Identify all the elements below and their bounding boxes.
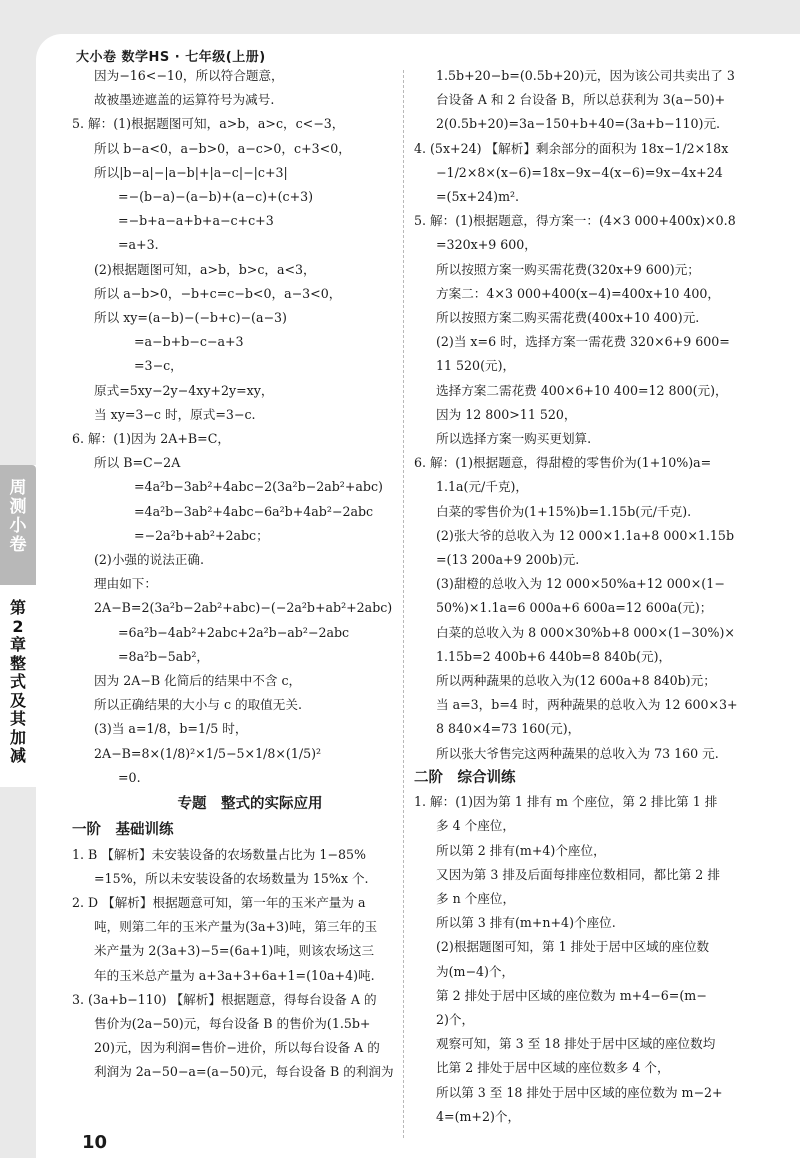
text-line: 所以两种蔬果的总收入为(12 600a+8 840b)元； xyxy=(436,673,716,689)
answer-3: 3. (3a+b−110) 【解析】根据题意，得每台设备 A 的 xyxy=(72,991,377,1007)
text-line: 8 840×4=73 160(元)， xyxy=(436,721,581,737)
text-line: =15%，所以未安装设备的农场数量为 15%x 个. xyxy=(94,870,369,886)
equation-line: =3−c， xyxy=(134,358,183,374)
text-line: 1.1a(元/千克)， xyxy=(436,479,528,495)
text-line: 第 2 排处于居中区域的座位数为 m+4−6=(m− xyxy=(436,987,707,1003)
text-line: (2)小强的说法正确. xyxy=(94,552,204,568)
text-line: 2)个， xyxy=(436,1011,475,1027)
text-line: 白菜的零售价为(1+15%)b=1.15b(元/千克). xyxy=(436,503,692,519)
equation-line: −1/2×8×(x−6)=18x−9x−4(x−6)=9x−4x+24 xyxy=(436,164,723,180)
equation-line: =a+3. xyxy=(118,237,159,253)
text-line: (3)甜橙的总收入为 12 000×50%a+12 000×(1− xyxy=(436,576,725,592)
text-line: 当 xy=3−c 时，原式=3−c. xyxy=(94,406,256,422)
text-line: 选择方案二需花费 400×6+10 400=12 800(元)， xyxy=(436,382,728,398)
right-column xyxy=(414,64,774,1129)
text-line: =320x+9 600， xyxy=(436,237,537,253)
text-line: (2)根据题图可知，a>b，b>c，a<3， xyxy=(94,261,316,277)
text-line: 所以按照方案二购买需花费(400x+10 400)元. xyxy=(436,310,700,326)
text-line: 因为 12 800>11 520， xyxy=(436,406,577,422)
equation-line: =−(b−a)−(a−b)+(a−c)+(c+3) xyxy=(118,189,314,205)
text-line: 2(0.5b+20)=3a−150+b+40=(3a+b−110)元. xyxy=(436,116,721,132)
text-line: 理由如下： xyxy=(94,576,157,592)
text-line: 吨，则第二年的玉米产量为(3a+3)吨，第三年的玉 xyxy=(94,919,378,935)
text-line: 所以正确结果的大小与 c 的取值无关. xyxy=(94,697,302,713)
text-line: 售价为(2a−50)元，每台设备 B 的售价为(1.5b+ xyxy=(94,1015,371,1031)
text-line: 1.5b+20−b=(0.5b+20)元，因为该公司共卖出了 3 xyxy=(436,68,735,83)
text-line: =(13 200a+9 200b)元. xyxy=(436,552,580,568)
text-line: 故被墨迹遮盖的运算符号为减号. xyxy=(94,92,275,108)
text-line: 原式=5xy−2y−4xy+2y=xy， xyxy=(94,382,274,398)
text-line: (2)当 x=6 时，选择方案一需花费 320×6+9 600= xyxy=(436,334,730,350)
side-tab-chapter: 第2章 整式及其加减 xyxy=(9,598,26,765)
text-line: (2)根据题图可知，第 1 排处于居中区域的座位数 xyxy=(436,939,710,955)
text-line: 所以第 2 排有(m+4)个座位， xyxy=(436,842,606,858)
running-header: 大小卷 数学HS · 七年级(上册) xyxy=(76,50,266,65)
text-line: 年的玉米总产量为 a+3a+3+6a+1=(10a+4)吨. xyxy=(94,967,375,983)
text-line: 比第 2 排处于居中区域的座位数多 4 个， xyxy=(436,1060,670,1076)
equation-line: =0. xyxy=(118,769,141,785)
answer-4: 4. (5x+24) 【解析】剩余部分的面积为 18x−1/2×18x xyxy=(414,140,729,156)
text-line: (2)张大爷的总收入为 12 000×1.1a+8 000×1.15b xyxy=(436,527,735,543)
text-line: 1.15b=2 400b+6 440b=8 840b(元)， xyxy=(436,648,672,664)
text-line: 因为 2A−B 化简后的结果中不含 c， xyxy=(94,673,302,689)
equation-line: =−b+a−a+b+a−c+c+3 xyxy=(118,213,274,229)
text-line: 所以 B=C−2A xyxy=(94,455,181,471)
answer-1-advanced: 1. 解：(1)因为第 1 排有 m 个座位，第 2 排比第 1 排 xyxy=(414,794,718,810)
chapter-side-tab xyxy=(0,465,36,787)
problem-5-start: 5. 解：(1)根据题图可知，a>b，a>c，c<−3， xyxy=(72,116,345,132)
text-line: 所以第 3 排有(m+n+4)个座位. xyxy=(436,915,616,931)
text-line: 所以 a−b>0，−b+c=c−b<0，a−3<0， xyxy=(94,285,342,301)
text-line: 方案二：4×3 000+400(x−4)=400x+10 400， xyxy=(436,285,720,301)
equation-line: =6a²b−4ab²+2abc+2a²b−ab²−2abc xyxy=(118,624,350,640)
text-line: 所以 xy=(a−b)−(−b+c)−(a−3) xyxy=(94,310,287,326)
equation-line: =(5x+24)m². xyxy=(436,189,520,205)
answer-6: 6. 解：(1)根据题意，得甜橙的零售价为(1+10%)a= xyxy=(414,455,712,471)
left-column xyxy=(72,64,428,1085)
text-line: 多 4 个座位， xyxy=(436,818,515,834)
section-title: 专题 整式的实际应用 xyxy=(177,796,323,813)
text-line: 4=(m+2)个， xyxy=(436,1108,521,1124)
section-heading: 二阶 综合训练 xyxy=(414,769,516,786)
text-line: 50%)×1.1a=6 000a+6 600a=12 600a(元)； xyxy=(436,600,713,616)
section-heading: 一阶 基础训练 xyxy=(72,822,174,839)
equation-line: =4a²b−3ab²+4abc−6a²b+4ab²−2abc xyxy=(134,503,374,519)
text-line: 白菜的总收入为 8 000×30%b+8 000×(1−30%)× xyxy=(436,624,735,640)
text-line: 所以 b−a<0，a−b>0，a−c>0，c+3<0， xyxy=(94,140,351,156)
equation-line: 2A−B=8×(1/8)²×1/5−5×1/8×(1/5)² xyxy=(94,745,322,761)
text-line: 多 n 个座位， xyxy=(436,890,516,906)
text-line: 观察可知，第 3 至 18 排处于居中区域的座位数均 xyxy=(436,1036,716,1052)
text-line: 所以选择方案一购买更划算. xyxy=(436,431,592,447)
equation-line: =8a²b−5ab²， xyxy=(118,648,209,664)
page-number: 10 xyxy=(82,1132,108,1153)
text-line: 又因为第 3 排及后面每排座位数相同，都比第 2 排 xyxy=(436,866,720,882)
side-tab-title: 周测小卷 xyxy=(9,478,27,555)
text-line: 米产量为 2(3a+3)−5=(6a+1)吨，则该农场这三 xyxy=(94,943,375,959)
text-line: 所以按照方案一购买需花费(320x+9 600)元； xyxy=(436,261,700,277)
text-line: 所以|b−a|−|a−b|+|a−c|−|c+3| xyxy=(94,164,288,180)
text-line: 所以张大爷售完这两种蔬果的总收入为 73 160 元. xyxy=(436,745,719,761)
equation-line: =a−b+b−c−a+3 xyxy=(134,334,244,350)
text-line: 利润为 2a−50−a=(a−50)元，每台设备 B 的利润为 xyxy=(94,1064,394,1080)
equation-line: =−2a²b+ab²+2abc； xyxy=(134,527,269,543)
answer-5: 5. 解：(1)根据题意，得方案一：(4×3 000+400x)×0.8 xyxy=(414,213,736,229)
text-line: 因为−16<−10，所以符合题意， xyxy=(94,68,284,83)
text-line: 当 a=3，b=4 时，两种蔬果的总收入为 12 600×3+ xyxy=(436,697,738,713)
text-line: 20)元，因为利润=售价−进价，所以每台设备 A 的 xyxy=(94,1040,380,1056)
equation-line: 2A−B=2(3a²b−2ab²+abc)−(−2a²b+ab²+2abc) xyxy=(94,600,393,616)
answer-2: 2. D 【解析】根据题意可知，第一年的玉米产量为 a xyxy=(72,894,366,910)
text-line: 所以第 3 至 18 排处于居中区域的座位数为 m−2+ xyxy=(436,1084,723,1100)
answer-1: 1. B 【解析】未安装设备的农场数量占比为 1−85% xyxy=(72,846,366,862)
text-line: 11 520(元)， xyxy=(436,358,516,374)
text-line: (3)当 a=1/8，b=1/5 时， xyxy=(94,721,248,737)
text-line: 台设备 A 和 2 台设备 B，所以总获利为 3(a−50)+ xyxy=(436,92,726,108)
document-page xyxy=(36,34,800,1158)
text-line: 为(m−4)个， xyxy=(436,963,515,979)
equation-line: =4a²b−3ab²+4abc−2(3a²b−2ab²+abc) xyxy=(134,479,383,495)
problem-6-start: 6. 解：(1)因为 2A+B=C， xyxy=(72,431,230,447)
